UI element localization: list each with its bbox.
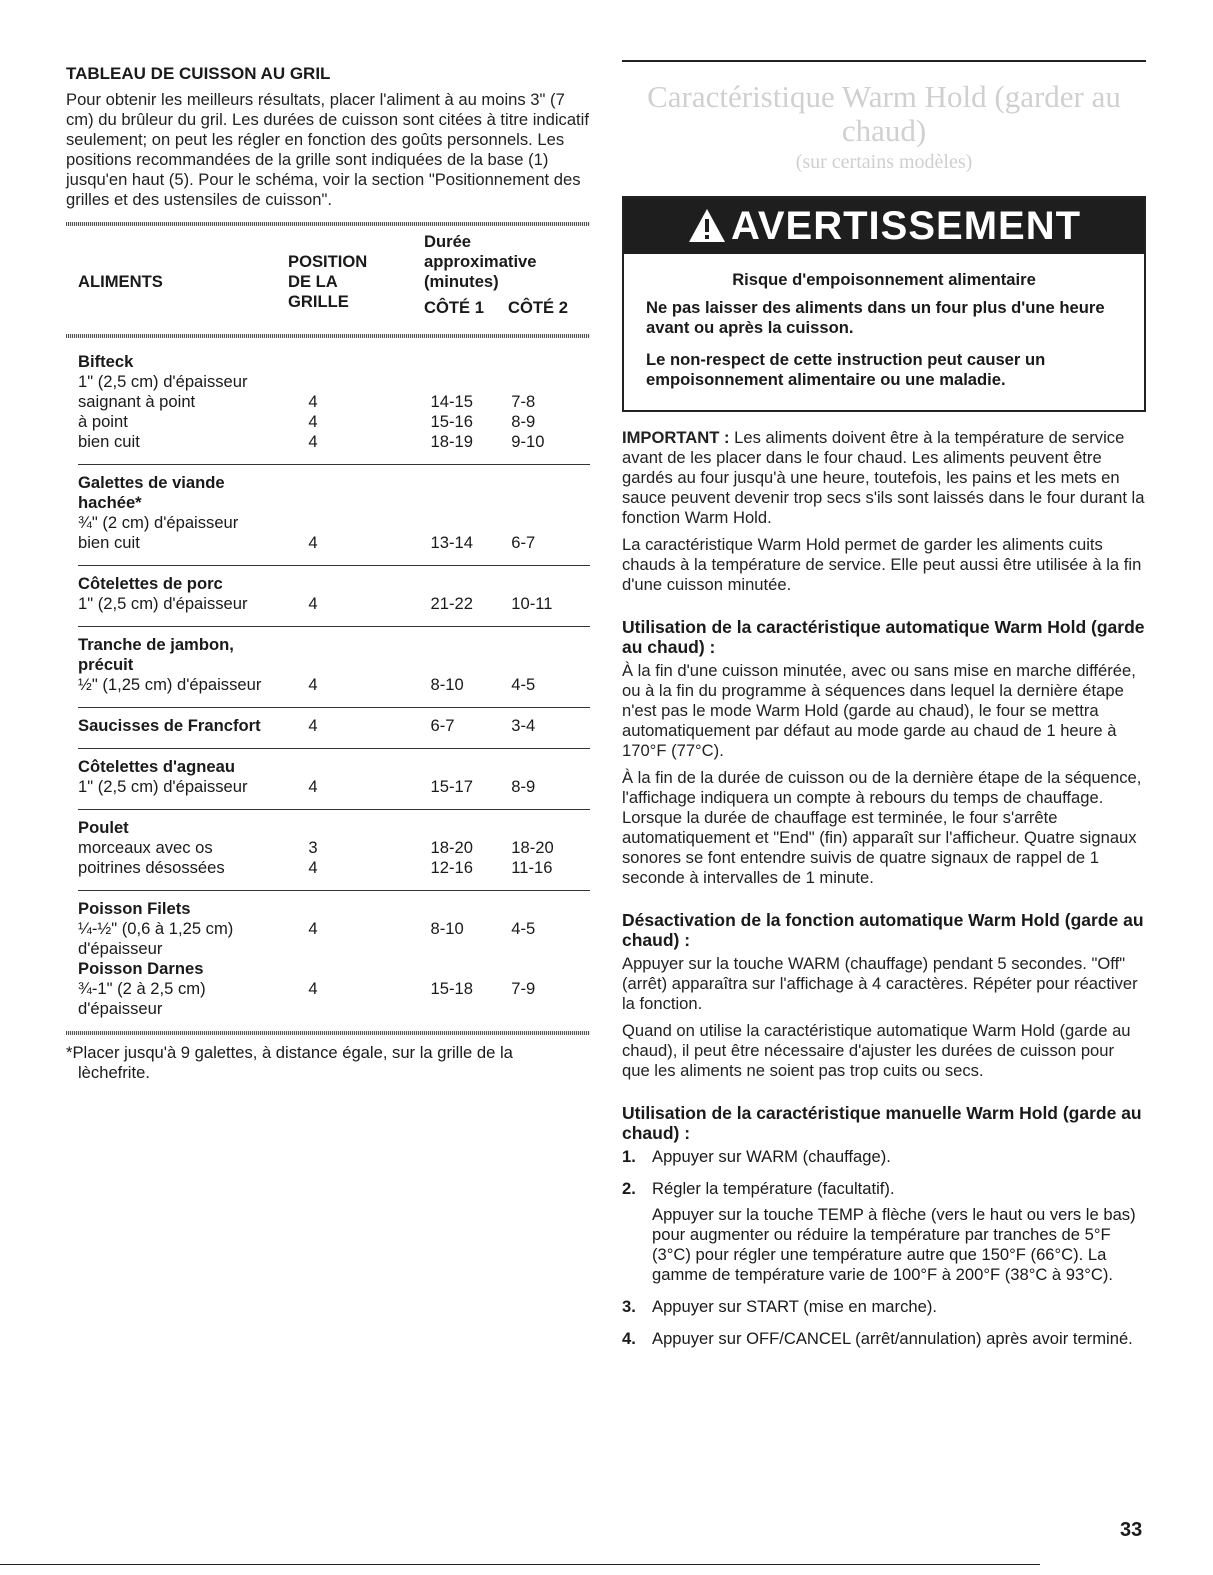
cell-cote-1: 18-19 (430, 432, 473, 451)
footer-rule (0, 1564, 1040, 1565)
heading-manual-warm-hold: Utilisation de la caractéristique manuelle Warm Hold (garde au chaud) : (622, 1103, 1142, 1143)
group-subtitle: ¾" (2 cm) d'épaisseur (78, 513, 239, 532)
cell-aliment: 1" (2,5 cm) d'épaisseur (78, 594, 248, 613)
automatic-paragraph-2: À la fin de la durée de cuisson ou de la dernière étape de la séquence, l'affichage indiquera un compte à rebours du temps de chauffage. Lorsque la durée de chauffage est terminée, le four s'arrête automatiquement et "End" (fin) apparaît sur l'afficheur. Quatre signaux sonores se font entendre suivis de quatre signaux de rappel de 1 seconde à intervalles de 1 minute. (622, 768, 1142, 887)
step-item (622, 1147, 1146, 1173)
cell-cote-2: 4-5 (511, 675, 536, 694)
food-group (78, 810, 590, 891)
step-number: 3. (622, 1297, 636, 1316)
col-aliments: ALIMENTS (78, 272, 163, 291)
group-title-b: Poisson Darnes (78, 959, 204, 978)
hatch-divider (66, 1031, 590, 1035)
important-paragraph (622, 428, 1146, 528)
left-column (66, 60, 590, 1083)
automatic-paragraph-1: À la fin d'une cuisson minutée, avec ou sans mise en marche différée, ou à la fin du programme à séquences dans lequel la dernière étape n'est pas le mode Warm Hold (garde au chaud), le four se mettra automatiquement par défaut au mode garde au chaud de 1 heure à 170°F (77°C). (622, 661, 1136, 760)
cell-aliment: d'épaisseur (78, 999, 163, 1018)
cell-cote-1: 15-17 (430, 777, 473, 796)
table-row (78, 594, 590, 614)
step-number: 1. (622, 1147, 636, 1166)
cell-position: 4 (308, 392, 318, 411)
step-number: 4. (622, 1329, 636, 1348)
cell-aliment: 1" (2,5 cm) d'épaisseur (78, 777, 248, 796)
cell-cote-1: 15-16 (430, 412, 473, 431)
cell-aliment: poitrines désossées (78, 858, 225, 877)
food-group (78, 566, 590, 627)
group-title: Poulet (78, 818, 129, 837)
cell-aliment: Saucisses de Francfort (78, 716, 261, 735)
food-group (78, 344, 590, 465)
cell-cote-1: 12-16 (430, 858, 473, 877)
footnote (66, 1043, 590, 1083)
cell-cote-2: 4-5 (511, 919, 536, 938)
col-cote-2: CÔTÉ 2 (508, 298, 568, 317)
table-row (78, 432, 590, 452)
cell-cote-2: 3-4 (511, 716, 536, 735)
warning-body (624, 254, 1144, 410)
cell-position: 4 (308, 533, 318, 552)
group-subtitle: 1" (2,5 cm) d'épaisseur (78, 372, 248, 391)
cell-position: 4 (308, 716, 318, 735)
cell-cote-1: 15-18 (430, 979, 473, 998)
group-title: Galettes de viande (78, 473, 225, 492)
footnote-line-1: *Placer jusqu'à 9 galettes, à distance égale, sur la grille de la (66, 1043, 513, 1062)
cell-aliment: à point (78, 412, 128, 431)
feature-description: La caractéristique Warm Hold permet de garder les aliments cuits chauds à la température de service. Elle peut aussi être utilisée à la fin d'une cuisson minutée. (622, 535, 1142, 594)
col-position-3: GRILLE (288, 292, 349, 311)
table-row (78, 919, 590, 939)
cell-position: 3 (308, 838, 318, 857)
table-row (78, 675, 590, 695)
col-cote-1: CÔTÉ 1 (424, 298, 484, 317)
broil-intro: Pour obtenir les meilleurs résultats, placer l'aliment à au moins 3" (7 cm) du brûleur du gril. Les durées de cuisson sont citées à titre indicatif seulement; on peut les régler en fonction des goûts personnels. Les positions recommandées de la grille sont indiquées de la base (1) jusqu'en haut (5). Pour le schéma, voir la section "Positionnement des grilles et des ustensiles de cuisson". (66, 90, 589, 209)
page-number: 33 (1120, 1519, 1143, 1541)
table-row (78, 838, 590, 858)
step-text: Appuyer sur WARM (chauffage). (652, 1147, 891, 1166)
col-position-1: POSITION (288, 252, 368, 271)
table-body (66, 344, 590, 1031)
step-text: Appuyer sur OFF/CANCEL (arrêt/annulation) après avoir terminé. (652, 1329, 1133, 1348)
cell-cote-1: 8-10 (430, 675, 464, 694)
heading-deactivation: Désactivation de la fonction automatique Warm Hold (garde au chaud) : (622, 910, 1144, 950)
cell-cote-1: 8-10 (430, 919, 464, 938)
food-group (78, 465, 590, 566)
hatch-divider (66, 334, 590, 338)
warning-line-1: Ne pas laisser des aliments dans un four plus d'une heure avant ou après la cuisson. (646, 298, 1105, 337)
table-row (78, 716, 590, 736)
important-text: Les aliments doivent être à la température de service avant de les placer dans le four chaud. Les aliments peuvent être gardés au four jusqu'à une heure, toutefois, les pains et les mets en sauce peuvent devenir trop secs s'ils sont laissés dans le four durant la fonction Warm Hold. (622, 428, 1145, 527)
cell-aliment: ½" (1,25 cm) d'épaisseur (78, 675, 262, 694)
right-column (622, 60, 1146, 1361)
cell-cote-2: 7-8 (511, 392, 536, 411)
table-row (78, 412, 590, 432)
table-row (78, 392, 590, 412)
cell-aliment: bien cuit (78, 533, 140, 552)
cell-position: 4 (308, 919, 318, 938)
table-row (78, 999, 590, 1019)
step-item (622, 1329, 1146, 1355)
step-text-block (652, 1179, 1146, 1291)
food-group (78, 627, 590, 708)
table-row (78, 777, 590, 797)
cell-position: 4 (308, 777, 318, 796)
footnote-line-2: lèchefrite. (78, 1063, 150, 1082)
cell-cote-1: 13-14 (430, 533, 473, 552)
cell-cote-1 (431, 999, 512, 1019)
warning-triangle-icon (687, 206, 727, 246)
manual-steps-list (622, 1147, 1146, 1355)
warning-line-2: Le non-respect de cette instruction peut causer un empoisonnement alimentaire ou une maladie. (646, 350, 1046, 389)
warning-title: AVERTISSEMENT (730, 204, 1082, 248)
cell-cote-2: 11-16 (511, 858, 553, 877)
step-item (622, 1297, 1146, 1323)
step-text: Appuyer sur START (mise en marche). (652, 1297, 937, 1316)
cell-cote-1: 18-20 (430, 838, 473, 857)
cell-position: 4 (308, 675, 318, 694)
cell-position: 4 (308, 858, 318, 877)
important-label: IMPORTANT : (622, 428, 730, 447)
cell-cote-2 (511, 999, 590, 1019)
group-title-cont: précuit (78, 655, 134, 674)
cell-aliment: saignant à point (78, 392, 196, 411)
deactivation-paragraph-1: Appuyer sur la touche WARM (chauffage) pendant 5 secondes. "Off" (arrêt) apparaîtra sur l'affichage à 4 caractères. Répéter pour réactiver la fonction. (622, 954, 1138, 1013)
table-row (78, 533, 590, 553)
cell-cote-1: 14-15 (430, 392, 473, 411)
cell-aliment: ¾-1" (2 à 2,5 cm) (78, 979, 206, 998)
group-title: Bifteck (78, 352, 134, 371)
step-text: Régler la température (facultatif). (652, 1179, 895, 1198)
cell-position: 4 (308, 979, 318, 998)
step-item (622, 1179, 1146, 1291)
step-detail: Appuyer sur la touche TEMP à flèche (vers le haut ou vers le bas) pour augmenter ou réduire la température par tranches de 5°F (3°C) pour régler une température autre que 150°F (66°C). La gamme de température varie de 100°F à 200°F (38°C à 93°C). (652, 1205, 1136, 1284)
group-title: Poisson Filets (78, 899, 191, 918)
col-duree-3: (minutes) (424, 272, 499, 291)
cell-position: 4 (308, 432, 318, 451)
cell-cote-2 (511, 939, 590, 959)
top-rule (622, 60, 1146, 62)
warning-header (624, 198, 1144, 254)
group-title: Côtelettes de porc (78, 574, 223, 593)
col-position-2: DE LA (288, 272, 338, 291)
deactivation-paragraph-2: Quand on utilise la caractéristique automatique Warm Hold (garde au chaud), il peut être nécessaire d'ajuster les durées de cuisson pour que les aliments ne soient pas trop cuits ou secs. (622, 1021, 1131, 1080)
food-group (78, 891, 590, 1031)
food-group (78, 749, 590, 810)
warning-box (622, 196, 1146, 412)
feature-subtitle: (sur certains modèles) (795, 151, 973, 173)
cell-cote-2: 6-7 (511, 533, 536, 552)
cell-cote-1: 6-7 (430, 716, 455, 735)
cell-position: 4 (308, 594, 318, 613)
cell-cote-1 (431, 939, 512, 959)
col-duree-1: Durée (424, 232, 472, 251)
warning-risk: Risque d'empoisonnement alimentaire (732, 270, 1036, 289)
table-row (78, 858, 590, 878)
step-text-block (652, 1329, 1146, 1355)
cell-position: 4 (308, 412, 318, 431)
cell-cote-1: 21-22 (430, 594, 473, 613)
cell-cote-2: 8-9 (511, 777, 536, 796)
cell-cote-2: 10-11 (511, 594, 553, 613)
cell-position (308, 999, 430, 1019)
table-row (78, 939, 590, 959)
feature-title: Caractéristique Warm Hold (garder au chaud) (647, 79, 1121, 148)
step-text-block (652, 1147, 1146, 1173)
heading-automatic-warm-hold: Utilisation de la caractéristique automatique Warm Hold (garde au chaud) : (622, 617, 1145, 657)
cell-cote-2: 18-20 (511, 838, 554, 857)
col-duree-2: approximative (424, 252, 537, 271)
table-header (66, 232, 590, 330)
cell-cote-2: 7-9 (511, 979, 536, 998)
step-text-block (652, 1297, 1146, 1323)
cell-aliment: d'épaisseur (78, 939, 163, 958)
cell-cote-2: 8-9 (511, 412, 536, 431)
group-title: Côtelettes d'agneau (78, 757, 236, 776)
cell-aliment: bien cuit (78, 432, 140, 451)
cell-position (308, 939, 430, 959)
group-title: Tranche de jambon, (78, 635, 234, 654)
step-number: 2. (622, 1179, 636, 1198)
hatch-divider (66, 222, 590, 226)
broil-chart-title: TABLEAU DE CUISSON AU GRIL (66, 64, 331, 83)
cell-cote-2: 9-10 (511, 432, 545, 451)
food-group (78, 708, 590, 749)
cell-aliment: ¼-½" (0,6 à 1,25 cm) (78, 919, 234, 938)
group-title-cont: hachée* (78, 493, 142, 512)
table-row (78, 979, 590, 999)
cell-aliment: morceaux avec os (78, 838, 213, 857)
